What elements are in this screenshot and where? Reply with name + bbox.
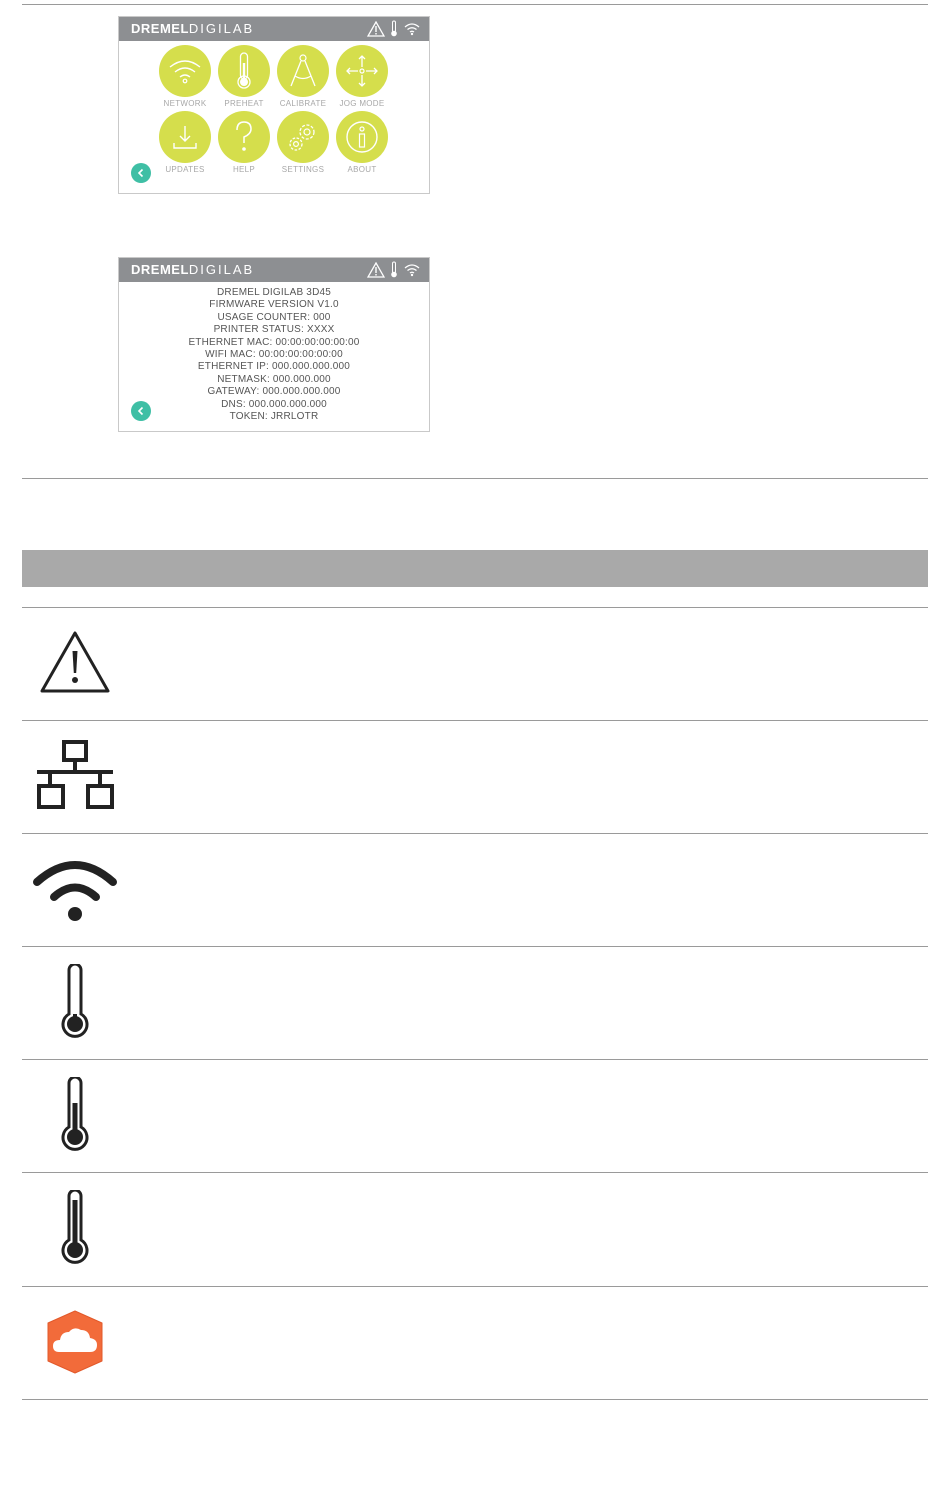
about-line: ETHERNET MAC: 00:00:00:00:00:00 bbox=[188, 336, 360, 348]
wifi-icon bbox=[32, 854, 118, 924]
about-line: ETHERNET IP: 000.000.000.000 bbox=[197, 361, 351, 373]
wifi-icon[interactable] bbox=[403, 21, 421, 41]
jog-mode-button[interactable] bbox=[333, 45, 391, 108]
about-button[interactable] bbox=[333, 111, 391, 174]
warning-icon[interactable] bbox=[367, 262, 385, 283]
thermometer-high-icon bbox=[59, 1190, 91, 1266]
settings-button[interactable] bbox=[274, 111, 332, 174]
legend-row bbox=[22, 608, 928, 720]
legend-row bbox=[22, 834, 928, 946]
warning-icon[interactable] bbox=[367, 21, 385, 42]
move-arrows-icon bbox=[344, 53, 380, 89]
legend-row bbox=[22, 1060, 928, 1172]
preheat-button[interactable] bbox=[215, 45, 273, 108]
tile-label: ABOUT bbox=[347, 165, 377, 174]
brand-logo: DREMELDIGILAB bbox=[131, 262, 255, 277]
tile-label: CALIBRATE bbox=[279, 99, 327, 108]
legend-row bbox=[22, 721, 928, 833]
screen-header bbox=[119, 17, 429, 41]
tile-label: UPDATES bbox=[165, 165, 205, 174]
about-line: FIRMWARE VERSION V1.0 bbox=[209, 299, 339, 311]
download-icon bbox=[170, 122, 200, 152]
question-icon bbox=[229, 119, 259, 155]
warning-icon bbox=[39, 629, 111, 697]
about-info-list bbox=[119, 287, 429, 423]
help-button[interactable] bbox=[215, 111, 273, 174]
chevron-left-icon bbox=[136, 406, 146, 416]
legend-row bbox=[22, 1287, 928, 1399]
tile-label: HELP bbox=[232, 165, 256, 174]
info-icon bbox=[344, 119, 380, 155]
thermometer-icon[interactable] bbox=[390, 20, 398, 42]
printer-about-screen bbox=[118, 257, 430, 432]
compass-icon bbox=[286, 52, 320, 90]
legend-row bbox=[22, 1173, 928, 1285]
about-line: PRINTER STATUS: XXXX bbox=[213, 324, 335, 336]
tile-label: SETTINGS bbox=[281, 165, 325, 174]
screen-header bbox=[119, 258, 429, 282]
about-line: USAGE COUNTER: 000 bbox=[217, 311, 331, 323]
cloud-icon bbox=[44, 1309, 106, 1375]
legend-row bbox=[22, 947, 928, 1059]
about-line: DREMEL DIGILAB 3D45 bbox=[216, 287, 332, 298]
about-line: NETMASK: 000.000.000 bbox=[217, 373, 331, 385]
gears-icon bbox=[285, 119, 321, 155]
tile-label: NETWORK bbox=[163, 99, 207, 108]
chevron-left-icon bbox=[136, 168, 146, 178]
divider-top bbox=[22, 4, 928, 5]
wifi-icon[interactable] bbox=[403, 262, 421, 282]
back-button[interactable] bbox=[131, 163, 151, 183]
thermometer-icon bbox=[234, 51, 254, 91]
divider-middle bbox=[22, 478, 928, 479]
wifi-icon bbox=[167, 56, 203, 86]
network-button[interactable] bbox=[156, 45, 214, 108]
about-line: DNS: 000.000.000.000 bbox=[221, 398, 327, 410]
thermometer-low-icon bbox=[59, 964, 91, 1040]
tile-label: PREHEAT bbox=[224, 99, 264, 108]
table-rule bbox=[22, 1399, 928, 1400]
table-header-band bbox=[22, 550, 928, 587]
calibrate-button[interactable] bbox=[274, 45, 332, 108]
brand-logo: DREMELDIGILAB bbox=[131, 21, 255, 36]
updates-button[interactable] bbox=[156, 111, 214, 174]
thermometer-icon[interactable] bbox=[390, 261, 398, 283]
printer-menu-screen bbox=[118, 16, 430, 194]
about-line: WIFI MAC: 00:00:00:00:00:00 bbox=[205, 349, 343, 361]
menu-grid bbox=[156, 45, 396, 174]
about-line: GATEWAY: 000.000.000.000 bbox=[207, 386, 341, 398]
thermometer-medium-icon bbox=[59, 1077, 91, 1153]
ethernet-network-icon bbox=[32, 739, 118, 813]
back-button[interactable] bbox=[131, 401, 151, 421]
tile-label: JOG MODE bbox=[339, 99, 385, 108]
about-line: TOKEN: JRRLOTR bbox=[229, 411, 319, 423]
